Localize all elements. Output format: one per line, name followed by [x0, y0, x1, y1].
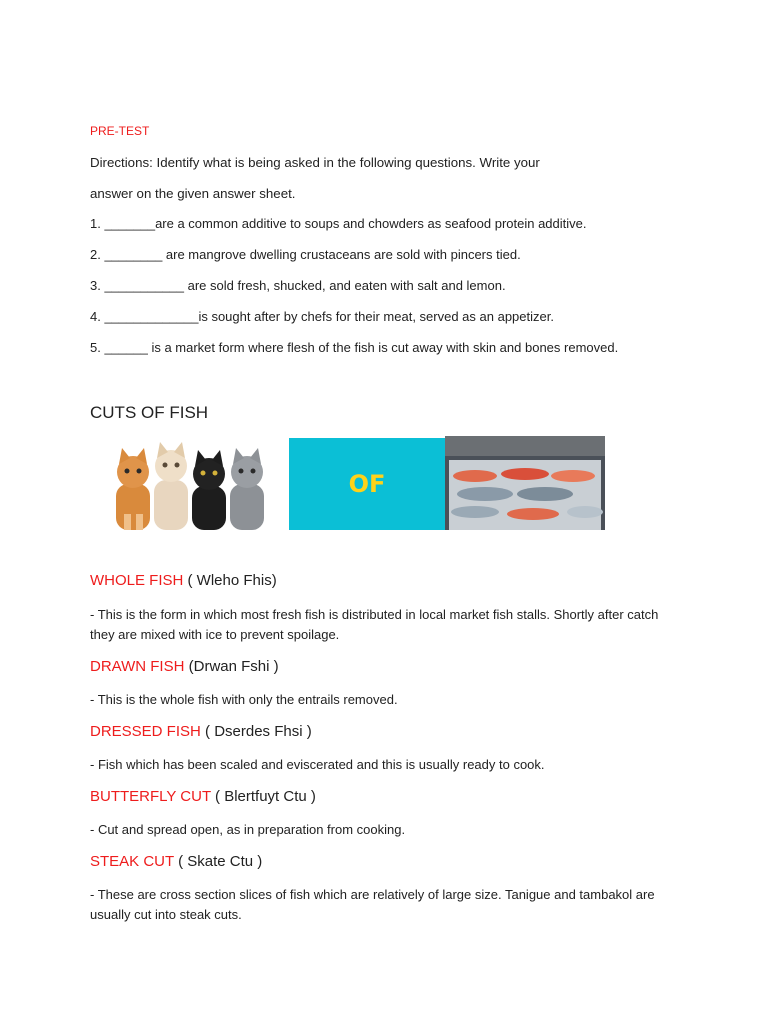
cut-description-dressed-fish: - Fish which has been scaled and eviscerated and this is usually ready to cook. [90, 757, 545, 772]
question-2: 2. ________ are mangrove dwelling crustaceans are sold with pincers tied. [90, 247, 521, 262]
kitten-cream [154, 442, 188, 530]
cut-scrambled: (Drwan Fshi ) [184, 658, 279, 675]
cut-scrambled: ( Skate Ctu ) [173, 853, 263, 870]
of-text: OF [348, 470, 386, 498]
cut-heading-butterfly-cut [90, 788, 316, 806]
pretest-label: PRE-TEST [90, 124, 150, 138]
cut-name: DRAWN FISH [90, 658, 185, 675]
cut-name: DRESSED FISH [90, 723, 201, 740]
cut-heading-steak-cut [90, 853, 262, 871]
directions-line-2: answer on the given answer sheet. [90, 186, 296, 201]
question-5: 5. ______ is a market form where flesh of the fish is cut away with skin and bones removed. [90, 340, 619, 355]
of-banner [289, 438, 445, 530]
section-title: CUTS OF FISH [90, 403, 209, 422]
cut-name: STEAK CUT [90, 853, 174, 870]
cut-description-drawn-fish: - This is the whole fish with only the entrails removed. [90, 692, 398, 707]
kittens-image [112, 436, 266, 532]
question-4: 4. _____________is sought after by chefs for their meat, served as an appetizer. [90, 309, 554, 324]
cut-description-steak-cut: - These are cross section slices of fish which are relatively of large size. Tanigue and tambakol are usually cut into steak cuts. [90, 887, 655, 922]
fish-market-image [445, 436, 605, 530]
cut-scrambled: ( Dserdes Fhsi ) [200, 723, 312, 740]
question-3: 3. ___________ are sold fresh, shucked, and eaten with salt and lemon. [90, 278, 506, 293]
question-1: 1. _______are a common additive to soups and chowders as seafood protein additive. [90, 216, 587, 231]
cut-description-butterfly-cut: - Cut and spread open, as in preparation from cooking. [90, 822, 406, 837]
cut-scrambled: ( Wleho Fhis) [183, 572, 277, 589]
cut-description-whole-fish: - This is the form in which most fresh fish is distributed in local market fish stalls. Shortly after catch they are mixed with ice to prevent spoilage. [90, 607, 659, 642]
cut-heading-drawn-fish [90, 658, 279, 676]
kitten-black [192, 450, 226, 530]
directions-line-1: Directions: Identify what is being asked in the following questions. Write your [90, 155, 540, 170]
cut-heading-dressed-fish [90, 723, 312, 741]
cut-name: BUTTERFLY CUT [90, 788, 211, 805]
kitten-grey [230, 448, 264, 530]
kitten-orange [116, 448, 150, 530]
cut-heading-whole-fish [90, 572, 277, 590]
cut-scrambled: ( Blertfuyt Ctu ) [210, 788, 316, 805]
cut-name: WHOLE FISH [90, 572, 184, 589]
